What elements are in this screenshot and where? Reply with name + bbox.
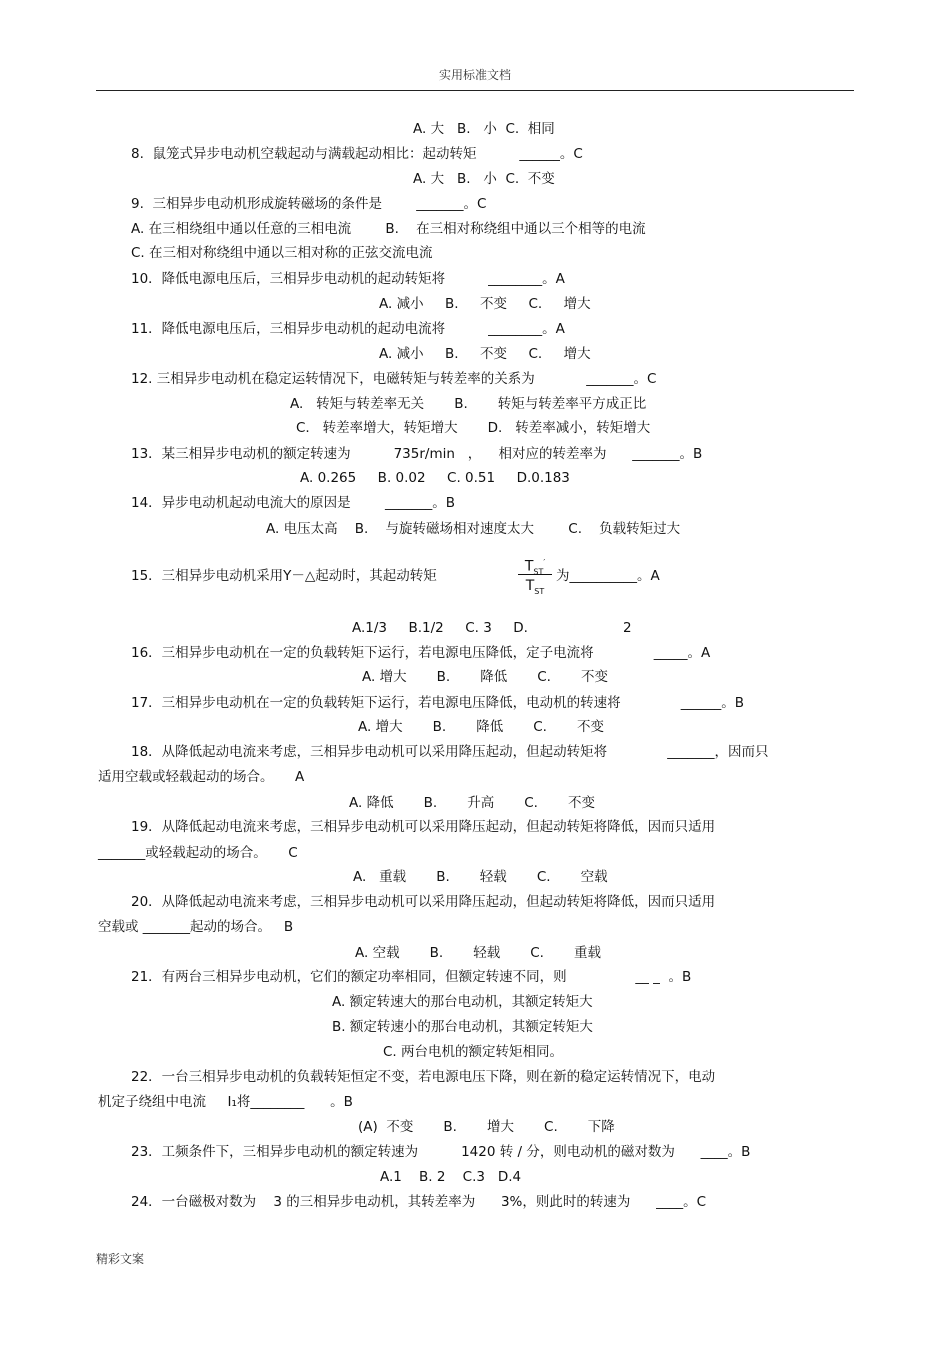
options-line: C. 转差率增大，转矩增大 D. 转差率减小，转矩增大 xyxy=(296,420,651,436)
options-line: A. 转矩与转差率无关 B. 转矩与转差率平方成正比 xyxy=(290,396,647,412)
options-line: 2 xyxy=(623,620,632,636)
question-line: 19．从降低起动电流来考虑，三相异步电动机可以采用降压起动，但起动转矩将降低，因而只适用 xyxy=(131,819,716,835)
question-line: 12. 三相异步电动机在稳定运转情况下，电磁转矩与转差率的关系为 _______。C xyxy=(131,371,657,387)
page-header: 实用标准文档 xyxy=(438,68,511,82)
question-line: 16．三相异步电动机在一定的负载转矩下运行，若电源电压降低，定子电流将 _____。A xyxy=(131,645,711,661)
question-line: 21．有两台三相异步电动机，它们的额定功率相同，但额定转速不同，则 __ _ 。B xyxy=(131,969,692,985)
question-line: 空载或 _______起动的场合。 B xyxy=(98,919,294,935)
page-footer: 精彩文案 xyxy=(96,1252,145,1266)
question-line: _______或轻载起动的场合。 C xyxy=(98,845,298,861)
options-line: A. 降低 B. 升高 C. 不变 xyxy=(349,795,596,811)
question-line: 22．一台三相异步电动机的负载转矩恒定不变，若电源电压下降，则在新的稳定运转情况下，电动 xyxy=(131,1069,716,1085)
question-line: 13．某三相异步电动机的额定转速为 735r/min ， 相对应的转差率为 _______。B xyxy=(131,446,703,462)
header-divider xyxy=(96,90,854,91)
options-line: B. 额定转速小的那台电动机，其额定转矩大 xyxy=(332,1019,593,1035)
torque-fraction xyxy=(518,553,552,596)
options-line: C. 两台电机的额定转矩相同。 xyxy=(383,1044,564,1060)
question-line: 20．从降低起动电流来考虑，三相异步电动机可以采用降压起动，但起动转矩将降低，因而只适用 xyxy=(131,894,716,910)
question-line: 8. 鼠笼式异步电动机空载起动与满载起动相比：起动转矩 ______。C xyxy=(131,146,583,162)
question-line: 17．三相异步电动机在一定的负载转矩下运行，若电源电压降低，电动机的转速将 ______。B xyxy=(131,695,745,711)
question-line: 机定子绕组中电流 I₁将________ 。B xyxy=(98,1094,353,1110)
question-line: 18．从降低起动电流来考虑，三相异步电动机可以采用降压起动，但起动转矩将 _______，因而只 xyxy=(131,744,769,760)
question-line: 11．降低电源电压后，三相异步电动机的起动电流将 ________。A xyxy=(131,321,565,337)
options-line: A. 0.265 B. 0.02 C. 0.51 D.0.183 xyxy=(300,470,570,486)
options-line: C. 在三相对称绕组中通以三相对称的正弦交流电流 xyxy=(131,245,433,261)
options-line: A. 额定转速大的那台电动机，其额定转矩大 xyxy=(332,994,593,1010)
options-line: A. 电压太高 B. 与旋转磁场相对速度太大 C. 负载转矩过大 xyxy=(266,521,681,537)
question-line: 9. 三相异步电动机形成旋转磁场的条件是 _______。C xyxy=(131,196,487,212)
options-line: A. 空载 B. 轻载 C. 重载 xyxy=(355,945,602,961)
options-line: A. 大 B. 小 C. 相同 xyxy=(413,121,555,137)
fraction-denominator: $T_{ST}$ xyxy=(525,578,545,596)
answer-blank: 为__________。A xyxy=(556,568,660,584)
question-line: 14．异步电动机起动电流大的原因是 _______。B xyxy=(131,495,456,511)
question-line: 23．工频条件下，三相异步电动机的额定转速为 1420 转 / 分，则电动机的磁对数为 ____。B xyxy=(131,1144,751,1160)
question-line: 15．三相异步电动机采用Y－△起动时，其起动转矩 xyxy=(131,568,437,584)
options-line: (A) 不变 B. 增大 C. 下降 xyxy=(358,1119,615,1135)
options-line: A. 重载 B. 轻载 C. 空载 xyxy=(353,869,608,885)
options-line: A. 增大 B. 降低 C. 不变 xyxy=(358,719,605,735)
question-line: 10．降低电源电压后，三相异步电动机的起动转矩将 ________。A xyxy=(131,271,565,287)
options-line: A. 减小 B. 不变 C. 增大 xyxy=(379,296,591,312)
options-line: A. 在三相绕组中通以任意的三相电流 B. 在三相对称绕组中通以三个相等的电流 xyxy=(131,221,646,237)
options-line: A. 增大 B. 降低 C. 不变 xyxy=(362,669,609,685)
fraction-numerator: $T_{ST}'$ xyxy=(524,558,546,577)
options-line: A. 大 B. 小 C. 不变 xyxy=(413,171,555,187)
question-line: 适用空载或轻载起动的场合。 A xyxy=(98,769,305,785)
question-line: 24．一台磁极对数为 3 的三相异步电动机，其转差率为 3%，则此时的转速为 ____。C xyxy=(131,1194,707,1210)
options-line: A. 减小 B. 不变 C. 增大 xyxy=(379,346,591,362)
options-line: A.1/3 B.1/2 C. 3 D. xyxy=(352,620,528,636)
options-line: A.1 B. 2 C.3 D.4 xyxy=(380,1169,522,1185)
